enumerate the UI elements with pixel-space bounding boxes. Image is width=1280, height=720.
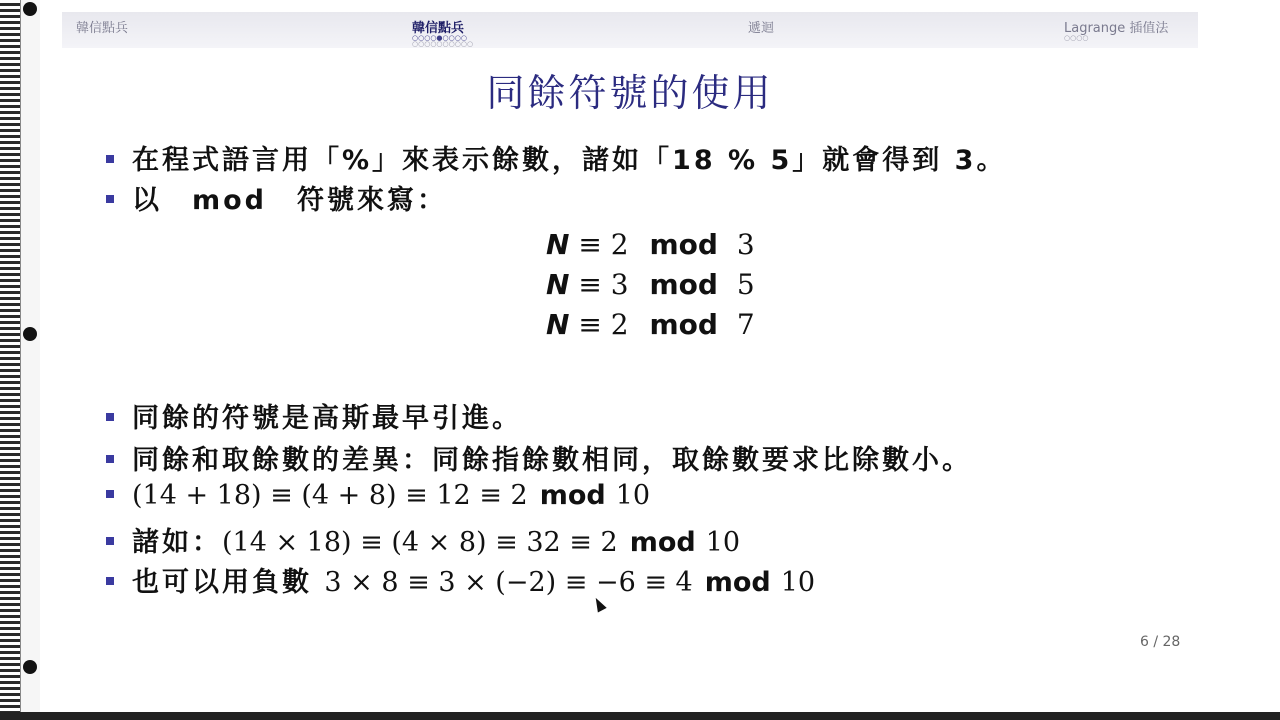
bullet-mod: mod bbox=[704, 567, 771, 598]
equation-3 bbox=[546, 308, 755, 341]
bullet-text: 諸如： bbox=[132, 527, 222, 558]
bullet-square-icon bbox=[106, 195, 114, 203]
bullet-square-icon bbox=[106, 155, 114, 163]
bullet-math: (14 × 18) ≡ (4 × 8) ≡ 32 ≡ 2 bbox=[222, 527, 618, 558]
bullet-item-6 bbox=[106, 520, 740, 559]
equation-rhs: ≡ 2 bbox=[578, 228, 629, 261]
equation-lhs: N bbox=[546, 268, 570, 301]
equation-modulus: 3 bbox=[736, 228, 755, 261]
bullet-item-3 bbox=[106, 396, 522, 435]
bullet-item-2 bbox=[106, 178, 447, 217]
bullet-math: 3 × 8 ≡ 3 × (−2) ≡ −6 ≡ 4 bbox=[324, 567, 693, 598]
equation-mod: mod bbox=[649, 308, 718, 341]
nav-section-left[interactable]: 韓信點兵 bbox=[76, 21, 129, 36]
bullet-modulus: 10 bbox=[615, 480, 651, 511]
bullet-square-icon bbox=[106, 577, 114, 585]
bullet-mod: mod bbox=[539, 480, 606, 511]
bullet-mod: mod bbox=[629, 527, 696, 558]
slide-title: 同餘符號的使用 bbox=[486, 71, 774, 115]
equation-lhs: N bbox=[546, 308, 570, 341]
bullet-item-7 bbox=[106, 560, 815, 599]
bullet-square-icon bbox=[106, 455, 114, 463]
bullet-square-icon bbox=[106, 413, 114, 421]
bullet-item-1 bbox=[106, 138, 1006, 177]
nav-progress-dots[interactable]: ○○○○●○○○○ bbox=[412, 34, 467, 42]
equation-mod: mod bbox=[649, 268, 718, 301]
bullet-text: 以 mod 符號來寫： bbox=[132, 185, 448, 216]
bullet-item-4 bbox=[106, 438, 972, 477]
bullet-modulus: 10 bbox=[705, 527, 741, 558]
equation-modulus: 5 bbox=[736, 268, 755, 301]
binder-ring-middle bbox=[23, 327, 37, 341]
nav-progress-dots-2[interactable]: ○○○○○○○○○○ bbox=[412, 40, 474, 48]
bullet-text: 同餘的符號是高斯最早引進。 bbox=[132, 403, 522, 434]
bullet-item-5 bbox=[106, 480, 650, 511]
bullet-text: 同餘和取餘數的差異：同餘指餘數相同，取餘數要求比除數小。 bbox=[132, 445, 972, 476]
bullet-text: 也可以用負數 bbox=[132, 567, 312, 598]
bullet-text: 在程式語言用「%」來表示餘數，諸如「18 % 5」就會得到 3。 bbox=[132, 145, 1007, 176]
equation-2 bbox=[546, 268, 755, 301]
equation-modulus: 7 bbox=[736, 308, 755, 341]
equation-rhs: ≡ 3 bbox=[578, 268, 629, 301]
bottom-bar bbox=[0, 712, 1280, 720]
bullet-square-icon bbox=[106, 490, 114, 498]
equation-1 bbox=[546, 228, 755, 261]
binder-ring-bottom bbox=[23, 660, 37, 674]
binder-ring-top bbox=[23, 2, 37, 16]
bullet-square-icon bbox=[106, 537, 114, 545]
nav-lagrange-dots[interactable]: ○○○○ bbox=[1064, 34, 1089, 42]
equation-lhs: N bbox=[546, 228, 570, 261]
bullet-math: (14 + 18) ≡ (4 + 8) ≡ 12 ≡ 2 bbox=[132, 480, 528, 511]
slide-navbar bbox=[62, 12, 1198, 48]
bullet-modulus: 10 bbox=[780, 567, 816, 598]
nav-section-current[interactable]: 韓信點兵 bbox=[412, 21, 465, 36]
equation-rhs: ≡ 2 bbox=[578, 308, 629, 341]
equation-mod: mod bbox=[649, 228, 718, 261]
nav-section-lagrange[interactable]: Lagrange 插值法 bbox=[1064, 21, 1169, 36]
page-number: 6 / 28 bbox=[1140, 634, 1181, 650]
nav-section-recursion[interactable]: 遞迴 bbox=[748, 21, 775, 36]
